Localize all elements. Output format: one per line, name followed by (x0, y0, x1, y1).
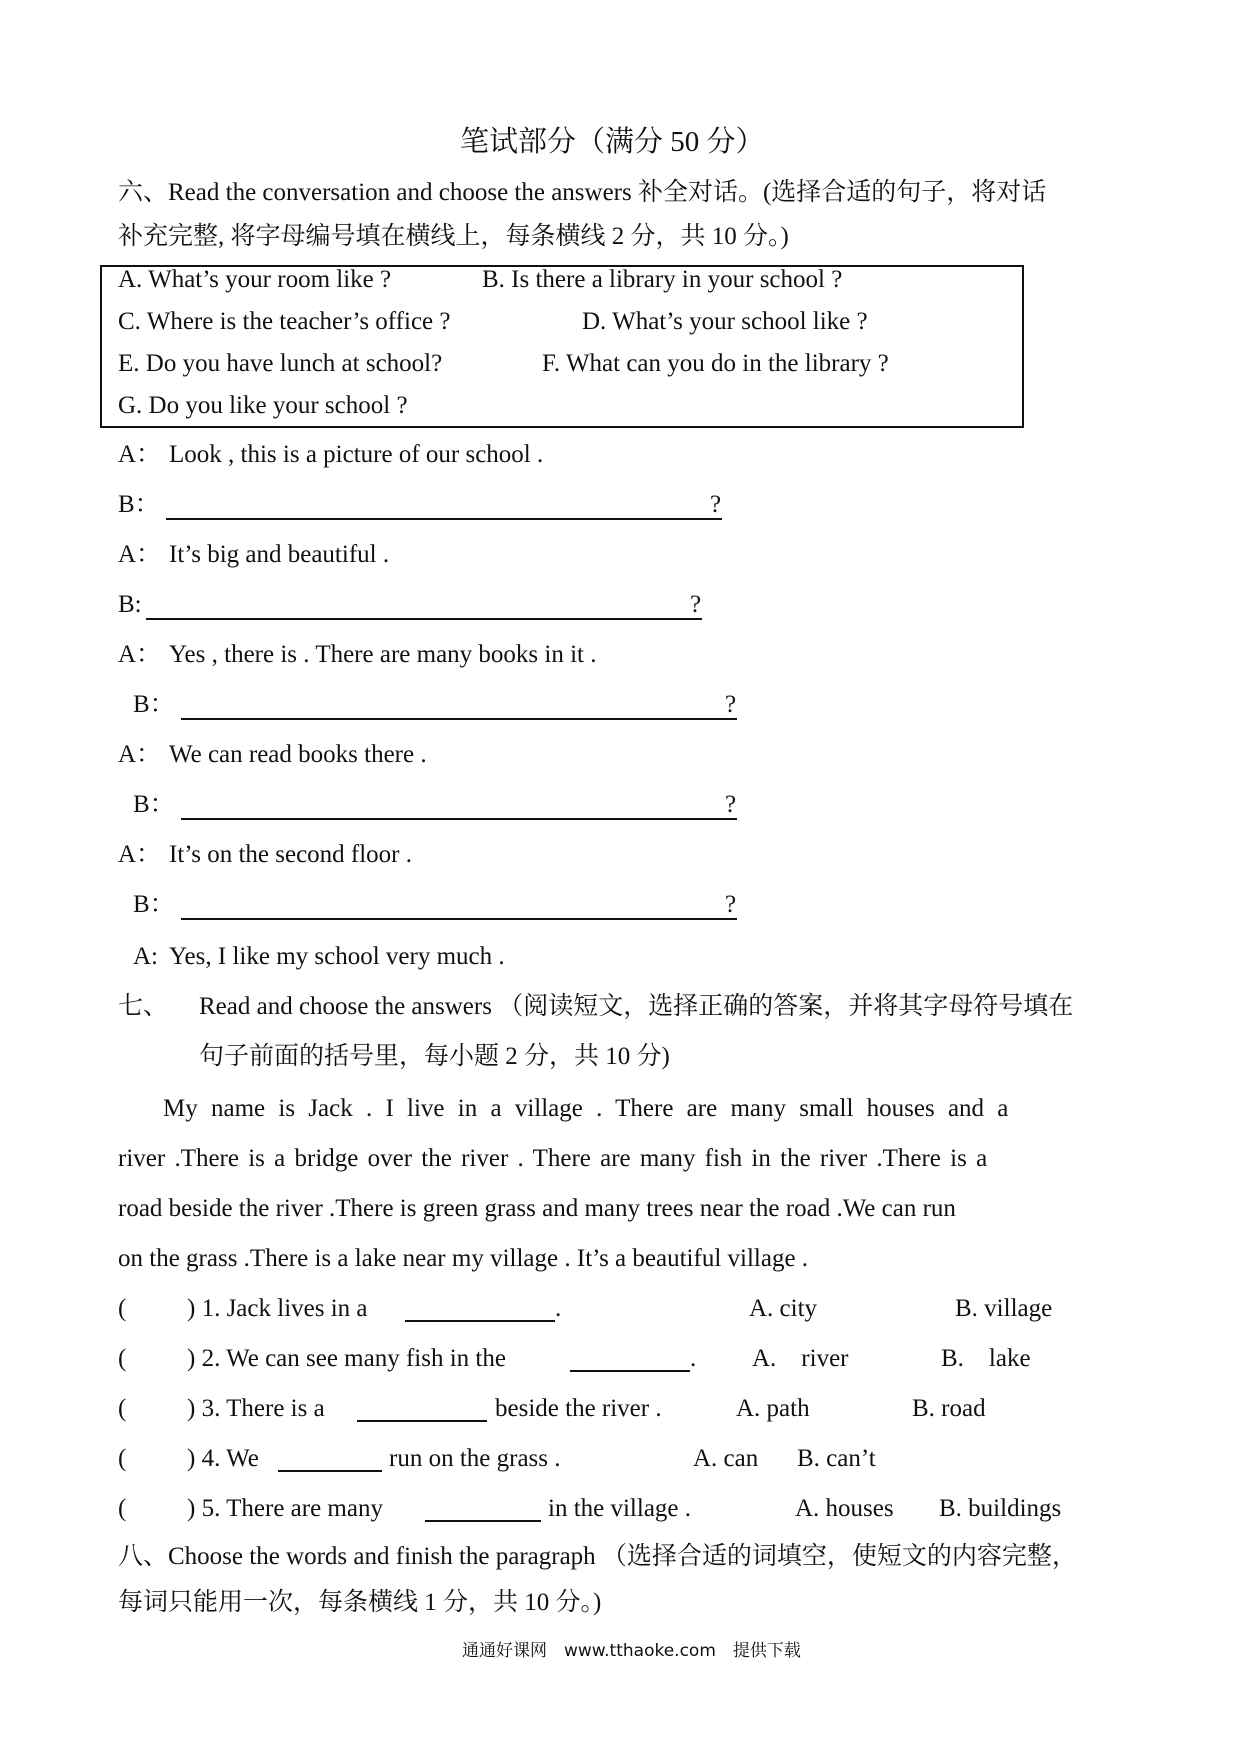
question-blank[interactable] (278, 1470, 382, 1472)
speaker-a: A： (118, 841, 162, 868)
answer-paren[interactable]: ( (118, 1395, 127, 1422)
answer-paren[interactable]: ( (118, 1445, 127, 1472)
choice-a: A. houses (795, 1495, 894, 1522)
speaker-a: A： (118, 541, 162, 568)
speaker-a: A: (133, 943, 158, 970)
choice-a: A. path (736, 1395, 810, 1422)
dialogue-text: Yes, I like my school very much . (169, 943, 505, 970)
speaker-a: A： (118, 641, 162, 668)
passage-line: river .There is a bridge over the river . There are many fish in the river .There is a (118, 1145, 988, 1172)
page-title: 笔试部分（满分 50 分） (460, 126, 765, 158)
section8-instruction: 八、Choose the words and finish the paragraph （选择合适的词填空，使短文的内容完整， (118, 1543, 1077, 1570)
section7-instruction-cont: 句子前面的括号里，每小题 2 分，共 10 分) (199, 1043, 670, 1070)
speaker-a: A： (118, 441, 162, 468)
question-text: ) 5. There are many (187, 1495, 383, 1522)
question-blank[interactable] (357, 1420, 487, 1422)
section8-instruction-cont: 每词只能用一次，每条横线 1 分，共 10 分。) (118, 1589, 602, 1616)
speaker-b: B: (118, 591, 142, 618)
option-c: C. Where is the teacher’s office ? (118, 308, 451, 335)
answer-blank-2[interactable] (146, 618, 702, 620)
passage-line: on the grass .There is a lake near my village . It’s a beautiful village . (118, 1245, 809, 1272)
question-text-end: run on the grass . (389, 1445, 561, 1472)
option-d: D. What’s your school like ? (582, 308, 868, 335)
choice-a: A. river (752, 1345, 849, 1372)
dialogue-text: Look , this is a picture of our school . (169, 441, 544, 468)
answer-paren[interactable]: ( (118, 1345, 127, 1372)
choice-b: B. buildings (939, 1495, 1062, 1522)
question-text: ) 4. We (187, 1445, 259, 1472)
option-f: F. What can you do in the library ? (542, 350, 889, 377)
answer-blank-5[interactable] (181, 918, 737, 920)
section7-instruction: Read and choose the answers （阅读短文，选择正确的答案，并将其字母符号填在 (199, 993, 1074, 1020)
speaker-b: B： (133, 691, 175, 718)
speaker-b: B： (133, 791, 175, 818)
passage-line: My name is Jack . I live in a village . There are many small houses and a (163, 1095, 1009, 1122)
section7-number: 七、 (118, 993, 169, 1020)
passage-line: road beside the river .There is green grass and many trees near the road .We can run (118, 1195, 956, 1222)
question-blank[interactable] (425, 1520, 541, 1522)
choice-a: A. can (693, 1445, 759, 1472)
choice-b: B. road (912, 1395, 986, 1422)
question-mark: ? (725, 791, 737, 818)
answer-blank-1[interactable] (166, 518, 722, 520)
option-e: E. Do you have lunch at school? (118, 350, 443, 377)
answer-blank-4[interactable] (181, 818, 737, 820)
question-text-end: beside the river . (495, 1395, 662, 1422)
dialogue-text: It’s big and beautiful . (169, 541, 390, 568)
answer-paren[interactable]: ( (118, 1295, 127, 1322)
speaker-b: B： (133, 891, 175, 918)
choice-b: B. lake (941, 1345, 1031, 1372)
question-mark: ? (710, 491, 722, 518)
question-mark: ? (725, 691, 737, 718)
option-b: B. Is there a library in your school ? (482, 266, 843, 293)
question-text-end: in the village . (548, 1495, 692, 1522)
choice-b: B. village (955, 1295, 1053, 1322)
question-mark: ? (690, 591, 702, 618)
section6-instruction-cont: 补充完整, 将字母编号填在横线上，每条横线 2 分，共 10 分。) (118, 223, 789, 250)
question-blank[interactable] (405, 1320, 555, 1322)
question-text: ) 1. Jack lives in a (187, 1295, 368, 1322)
choice-a: A. city (749, 1295, 818, 1322)
footer-text: 通通好课网 www.tthaoke.com 提供下载 (462, 1641, 801, 1661)
speaker-a: A： (118, 741, 162, 768)
dialogue-text: It’s on the second floor . (169, 841, 413, 868)
question-text: ) 3. There is a (187, 1395, 325, 1422)
question-mark: ? (725, 891, 737, 918)
section6-instruction: 六、Read the conversation and choose the answers 补全对话。(选择合适的句子，将对话 (118, 179, 1047, 206)
question-text: ) 2. We can see many fish in the (187, 1345, 506, 1372)
speaker-b: B： (118, 491, 160, 518)
question-blank[interactable] (570, 1370, 690, 1372)
option-a: A. What’s your room like ? (118, 266, 392, 293)
question-text-end: . (690, 1345, 697, 1372)
dialogue-text: Yes , there is . There are many books in it . (169, 641, 597, 668)
dialogue-text: We can read books there . (169, 741, 427, 768)
answer-paren[interactable]: ( (118, 1495, 127, 1522)
answer-blank-3[interactable] (181, 718, 737, 720)
choice-b: B. can’t (797, 1445, 876, 1472)
option-g: G. Do you like your school ? (118, 392, 408, 419)
question-text-end: . (555, 1295, 562, 1322)
